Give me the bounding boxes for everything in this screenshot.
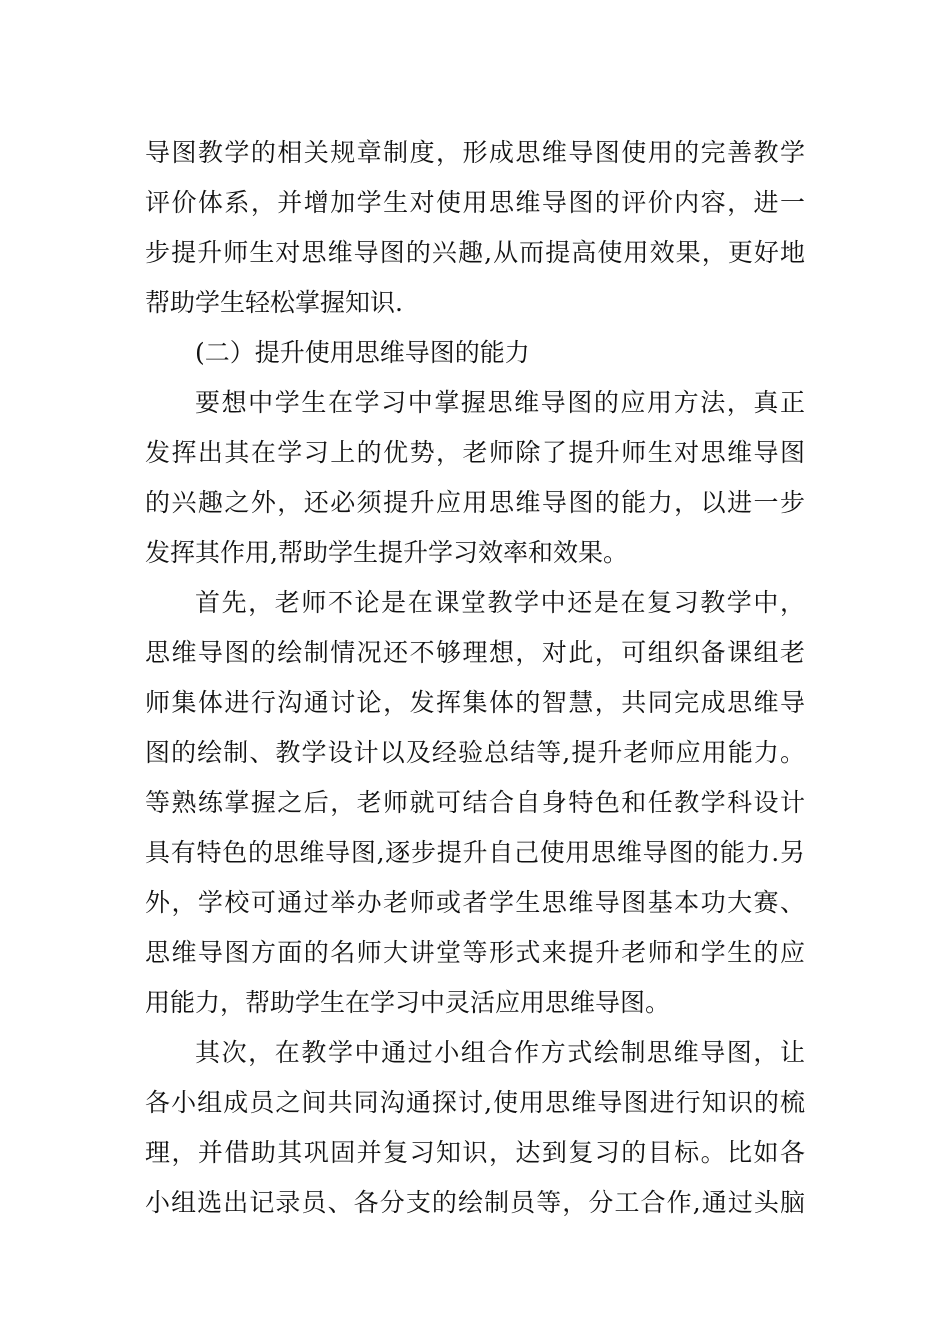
text-line: 思维导图方面的名师大讲堂等形式来提升老师和学生的应 <box>145 938 805 967</box>
text-line: 步提升师生对思维导图的兴趣,从而提高使用效果，更好地 <box>145 238 805 267</box>
text-line: 导图教学的相关规章制度，形成思维导图使用的完善教学 <box>145 138 805 167</box>
text-line: 理，并借助其巩固并复习知识，达到复习的目标。比如各 <box>145 1138 805 1167</box>
paragraph-first-line: 首先，老师不论是在课堂教学中还是在复习教学中， <box>195 588 805 617</box>
text-line: 各小组成员之间共同沟通探讨,使用思维导图进行知识的梳 <box>145 1088 805 1117</box>
body-text <box>145 128 805 1228</box>
text-line: 图的绘制、教学设计以及经验总结等,提升老师应用能力。 <box>145 738 805 767</box>
text-line: 等熟练掌握之后，老师就可结合自身特色和任教学科设计 <box>145 788 805 817</box>
text-line: 小组选出记录员、各分支的绘制员等，分工合作,通过头脑 <box>145 1188 805 1217</box>
text-line: 师集体进行沟通讨论，发挥集体的智慧，共同完成思维导 <box>145 688 805 717</box>
text-line: 帮助学生轻松掌握知识. <box>145 288 403 317</box>
text-line: 外，学校可通过举办老师或者学生思维导图基本功大赛、 <box>145 888 805 917</box>
text-line: 的兴趣之外，还必须提升应用思维导图的能力，以进一步 <box>145 488 805 517</box>
text-line: 用能力，帮助学生在学习中灵活应用思维导图。 <box>145 988 671 1017</box>
paragraph-first-line: 要想中学生在学习中掌握思维导图的应用方法，真正 <box>195 388 805 417</box>
text-line: 评价体系，并增加学生对使用思维导图的评价内容，进一 <box>145 188 805 217</box>
paragraph-first-line: 其次，在教学中通过小组合作方式绘制思维导图，让 <box>195 1038 805 1067</box>
paragraph-first-line: (二）提升使用思维导图的能力 <box>195 338 530 367</box>
text-line: 具有特色的思维导图,逐步提升自己使用思维导图的能力.另 <box>145 838 805 867</box>
text-line: 发挥其作用,帮助学生提升学习效率和效果。 <box>145 538 628 567</box>
text-line: 发挥出其在学习上的优势，老师除了提升师生对思维导图 <box>145 438 805 467</box>
text-line: 思维导图的绘制情况还不够理想，对此，可组织备课组老 <box>145 638 805 667</box>
